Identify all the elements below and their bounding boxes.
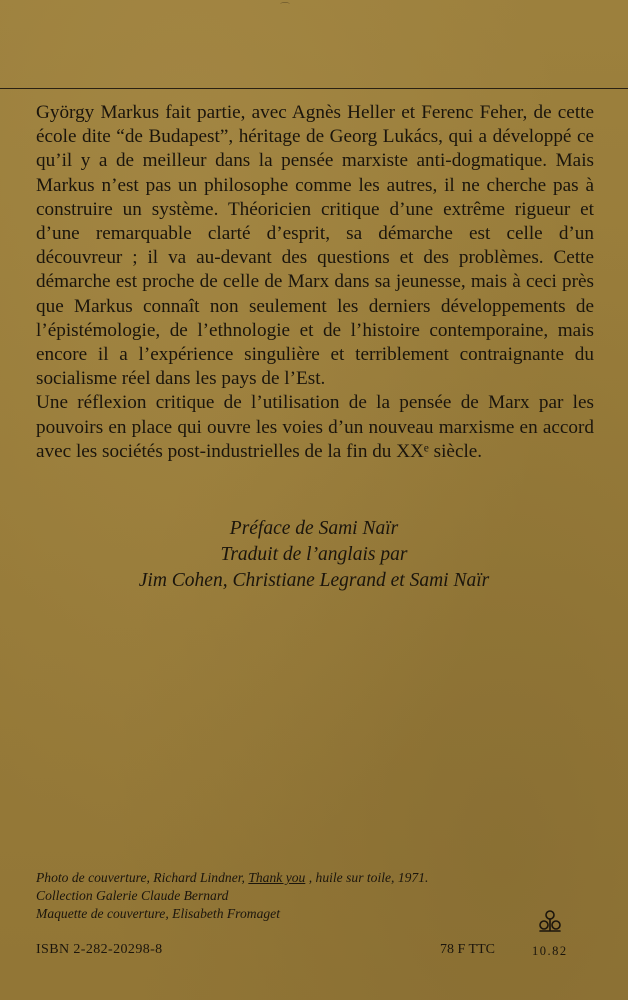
design-credit: Maquette de couverture, Elisabeth Fromaget: [36, 906, 280, 921]
photo-credit-suffix: , huile sur toile, 1971.: [305, 870, 429, 885]
top-mark: ⌒: [280, 3, 290, 14]
publisher-emblem-icon: [536, 906, 564, 934]
blurb-paragraph-1: György Markus fait partie, avec Agnès Heller et Ferenc Feher, de cette école dite “de Budapest”, héritage de Georg Lukács, qui a développé ce qu’il y a de meilleur dans la pensée marxiste anti-dogmatique. Mais Markus n’est pas un philosophe comme les autres, il ne cherche pas à construire un système. Théoricien critique d’une extrême rigueur et d’une remarquable clarté d’esprit, sa démarche est celle d’un découvreur ; il va au-devant des questions et des problèmes. Cette démarche est proche de celle de Marx dans sa jeunesse, mais à ceci près que Markus connaît non seulement les derniers développements de l’épistémologie, de l’ethnologie et de l’histoire contemporaine, mais encore il a l’expérience singulière et terriblement contraignante du socialisme réel dans les pays de l’Est.: [36, 102, 594, 390]
photo-credits: [36, 869, 556, 923]
book-credits: [0, 516, 628, 594]
price: 78 F TTC: [440, 942, 495, 957]
date-code: 10.82: [532, 944, 568, 958]
photo-credit-line-1: [36, 869, 556, 887]
collection-credit: Collection Galerie Claude Bernard: [36, 888, 229, 903]
translators: Jim Cohen, Christiane Legrand et Sami Naïr: [138, 570, 490, 591]
horizontal-rule: [0, 88, 628, 89]
photo-credit-prefix: Photo de couverture, Richard Lindner,: [36, 870, 249, 885]
translated-by: Traduit de l’anglais par: [220, 544, 408, 565]
blurb-paragraph-2: Une réflexion critique de l’utilisation de la pensée de Marx par les pouvoirs en place qui ouvre les voies d’un nouveau marxisme en accord avec les sociétés post-industrielles de la fin du XXᵉ siècle.: [36, 392, 594, 462]
isbn: ISBN 2-282-20298-8: [36, 942, 163, 957]
preface-credit: Préface de Sami Naïr: [229, 518, 399, 539]
painting-title: Thank you: [248, 870, 306, 885]
blurb-text: [36, 101, 594, 464]
